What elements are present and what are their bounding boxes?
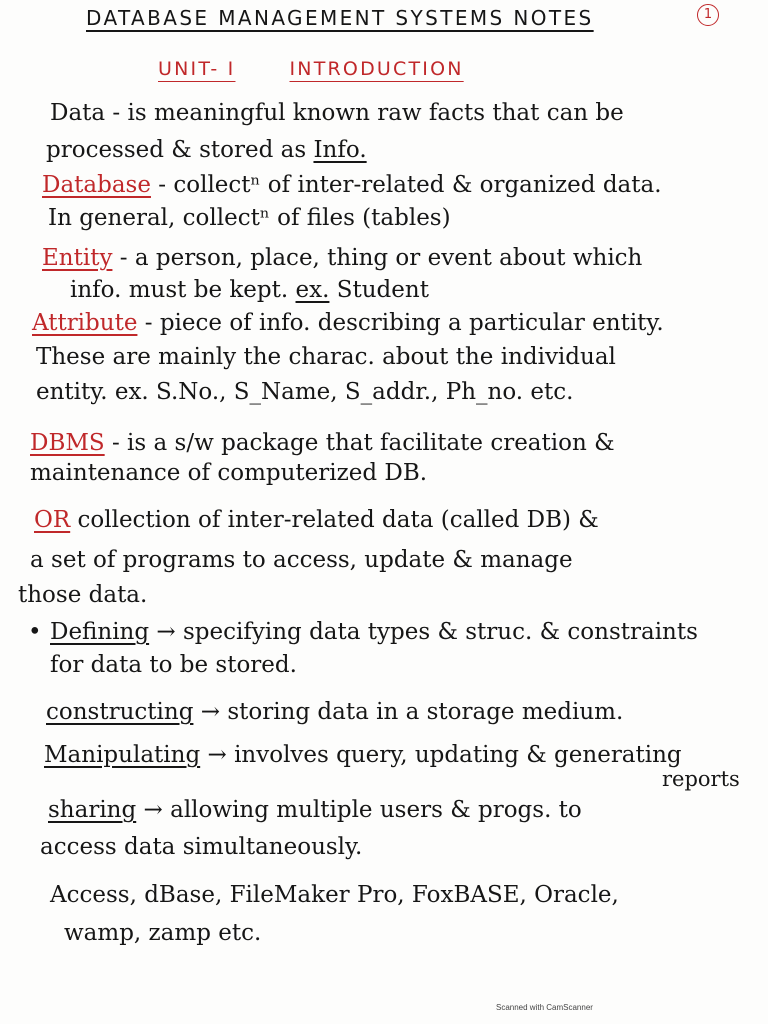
page-number: 1 (697, 4, 719, 26)
examples-list: Access, dBase, FileMaker Pro, FoxBASE, Oracle, (50, 882, 619, 908)
note-entity-line-2 (70, 275, 429, 305)
term-manipulating: Manipulating (44, 742, 201, 768)
note-entity-line-1 (42, 243, 642, 273)
term-database: Database (42, 172, 151, 198)
term-constructing: constructing (46, 699, 194, 725)
page-title: DATABASE MANAGEMENT SYSTEMS NOTES (86, 6, 594, 30)
term-dbms: DBMS (30, 430, 105, 456)
attribute-definition-3: entity. ex. S.No., S_Name, S_addr., Ph_no. etc. (36, 379, 574, 405)
term-data: Data (50, 100, 106, 126)
term-sharing: sharing (48, 797, 137, 823)
entity-definition-2: info. must be kept. (70, 277, 296, 303)
manipulating-definition-2: reports (662, 767, 740, 791)
dbms-definition-2: maintenance of computerized DB. (30, 460, 428, 486)
note-sharing-line-2 (40, 832, 362, 862)
entity-definition: - a person, place, thing or event about which (112, 245, 643, 271)
note-defining-line-2 (50, 650, 297, 680)
note-sharing-line-1 (48, 795, 582, 825)
note-dbms-line-2 (30, 458, 427, 488)
note-attribute-line-3 (36, 377, 573, 407)
unit-title: INTRODUCTION (289, 58, 464, 80)
info-underlined: Info. (313, 137, 367, 163)
or-label: OR (34, 507, 71, 533)
note-examples-line-1 (50, 880, 619, 910)
sharing-definition: → allowing multiple users & progs. to (136, 797, 582, 823)
constructing-definition: → storing data in a storage medium. (193, 699, 624, 725)
note-examples-line-2 (64, 918, 261, 948)
term-defining: Defining (50, 619, 150, 645)
manipulating-definition: → involves query, updating & generating (200, 742, 682, 768)
sharing-definition-2: access data simultaneously. (40, 834, 363, 860)
data-definition-2: processed & stored as (46, 137, 314, 163)
scanner-watermark: Scanned with CamScanner (496, 1003, 593, 1012)
note-data-line-2 (46, 135, 367, 165)
data-definition: - is meaningful known raw facts that can be (105, 100, 624, 126)
note-constructing-line (46, 697, 623, 727)
term-entity: Entity (42, 245, 113, 271)
note-database-line-2 (48, 203, 451, 233)
database-definition: - collectⁿ of inter-related & organized data. (150, 172, 662, 198)
note-attribute-line-2 (36, 342, 616, 372)
entity-example: Student (329, 277, 429, 303)
attribute-definition-2: These are mainly the charac. about the individual (36, 344, 616, 370)
or-definition: collection of inter-related data (called DB) & (70, 507, 599, 533)
or-definition-3: those data. (18, 582, 148, 608)
database-definition-2: In general, collectⁿ of files (tables) (48, 205, 451, 231)
unit-label: UNIT- I (158, 58, 236, 80)
attribute-definition: - piece of info. describing a particular entity. (137, 310, 664, 336)
defining-definition: → specifying data types & struc. & constraints (149, 619, 698, 645)
examples-list-2: wamp, zamp etc. (64, 920, 262, 946)
note-defining-line-1: • Defining → specifying data types & struc. & constraints (28, 619, 698, 645)
note-database-line-1 (42, 170, 662, 200)
note-data-line-1 (50, 98, 624, 128)
defining-definition-2: for data to be stored. (50, 652, 297, 678)
or-definition-2: a set of programs to access, update & manage (30, 547, 573, 573)
note-or-line-3 (18, 580, 147, 610)
dbms-definition: - is a s/w package that facilitate creation & (104, 430, 615, 456)
note-or-line-2 (30, 545, 573, 575)
note-attribute-line-1 (32, 308, 664, 338)
unit-heading (158, 58, 464, 80)
note-dbms-line-1 (30, 428, 615, 458)
term-attribute: Attribute (32, 310, 138, 336)
entity-example-label: ex. (295, 277, 330, 303)
note-or-line-1 (34, 505, 599, 535)
note-manipulating-line-2 (662, 764, 740, 794)
note-manipulating-line (44, 740, 682, 770)
